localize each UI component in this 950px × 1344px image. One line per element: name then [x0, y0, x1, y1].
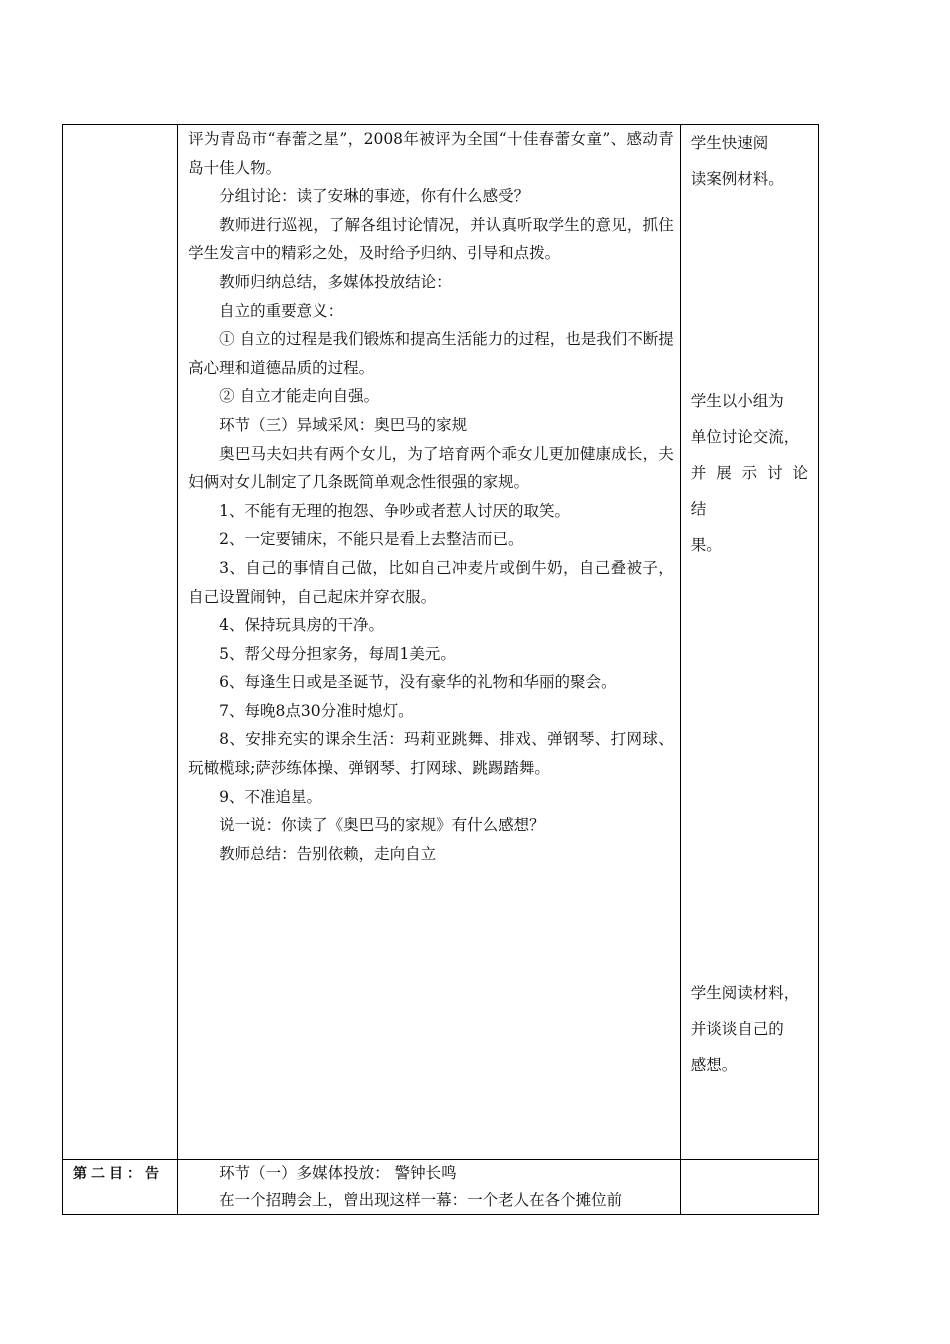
activity-line: 并展示讨论结: [690, 464, 814, 518]
student-activity-block: [691, 125, 814, 197]
content-line: 1、不能有无理的抱怨、争吵或者惹人讨厌的取笑。: [219, 501, 571, 520]
content-line: 在一个招聘会上，曾出现这样一幕：一个老人在各个摊位前: [219, 1191, 623, 1209]
activity-line: 学生快速阅: [690, 134, 769, 152]
teaching-content-cell: [178, 125, 681, 1160]
content-line: 分组讨论：读了安琳的事迹，你有什么感受？: [219, 187, 530, 206]
activity-line: 并谈谈自己的: [690, 1020, 784, 1038]
table-row: [63, 1160, 819, 1215]
content-line: 3、自己的事情自己做，比如自己冲麦片或倒牛奶，自己叠被子，自己设置闹钟，自己起床并穿衣服。: [188, 558, 674, 606]
content-line: ② 自立才能走向自强。: [219, 387, 380, 406]
activity-line: 果。: [690, 536, 722, 554]
content-line: 教师进行巡视，了解各组讨论情况，并认真听取学生的意见，抓住学生发言中的精彩之处，及时给予归纳、引导和点拨。: [188, 215, 674, 263]
content-line: 5、帮父母分担家务，每周1美元。: [219, 644, 456, 663]
content-line: 4、保持玩具房的干净。: [219, 616, 385, 635]
table-row: [63, 125, 819, 1160]
activity-line: 学生以小组为: [690, 392, 784, 410]
section-heading: 第二目：告: [73, 1166, 163, 1182]
content-line: 教师归纳总结，多媒体投放结论：: [219, 272, 452, 291]
content-line: 6、每逢生日或是圣诞节，没有豪华的礼物和华丽的聚会。: [219, 673, 617, 692]
content-line: 环节（三）异域采风：奥巴马的家规: [219, 415, 468, 434]
student-activity-block: [691, 975, 814, 1083]
content-line: 7、每晚8点30分准时熄灯。: [219, 701, 414, 720]
content-line: 8、安排充实的课余生活：玛莉亚跳舞、排戏、弹钢琴、打网球、玩橄榄球;萨莎练体操、弹钢琴、打网球、跳踢踏舞。: [188, 730, 674, 778]
student-activity-block: [691, 383, 814, 563]
section-title-cell: [63, 125, 178, 1160]
content-line: 9、不准追星。: [219, 787, 323, 806]
content-line: 奥巴马夫妇共有两个女儿，为了培育两个乖女儿更加健康成长，夫妇俩对女儿制定了几条既简单观念性很强的家规。: [188, 444, 674, 492]
content-line: 2、一定要铺床，不能只是看上去整洁而已。: [219, 530, 524, 549]
content-line: 评为青岛市“春蕾之星”，2008年被评为全国“十佳春蕾女童”、感动青岛十佳人物。: [188, 130, 674, 177]
content-line: 说一说：你读了《奥巴马的家规》有什么感想？: [219, 816, 545, 835]
section-title-cell: [63, 1160, 178, 1215]
student-activity-cell: [680, 1160, 818, 1215]
student-activity-cell: [680, 125, 818, 1160]
activity-line: 单位讨论交流，: [690, 428, 800, 446]
content-line: 环节（一）多媒体投放： 警钟长鸣: [219, 1164, 457, 1182]
activity-line: 读案例材料。: [690, 170, 784, 188]
content-line: 教师总结：告别依赖，走向自立: [219, 844, 437, 863]
lesson-plan-table: [62, 124, 819, 1215]
content-line: 自立的重要意义：: [219, 301, 344, 320]
activity-line: 学生阅读材料，: [690, 984, 800, 1002]
activity-line: 感想。: [690, 1056, 738, 1074]
teaching-content-cell: [178, 1160, 681, 1215]
content-line: ① 自立的过程是我们锻炼和提高生活能力的过程，也是我们不断提高心理和道德品质的过程。: [188, 330, 674, 377]
